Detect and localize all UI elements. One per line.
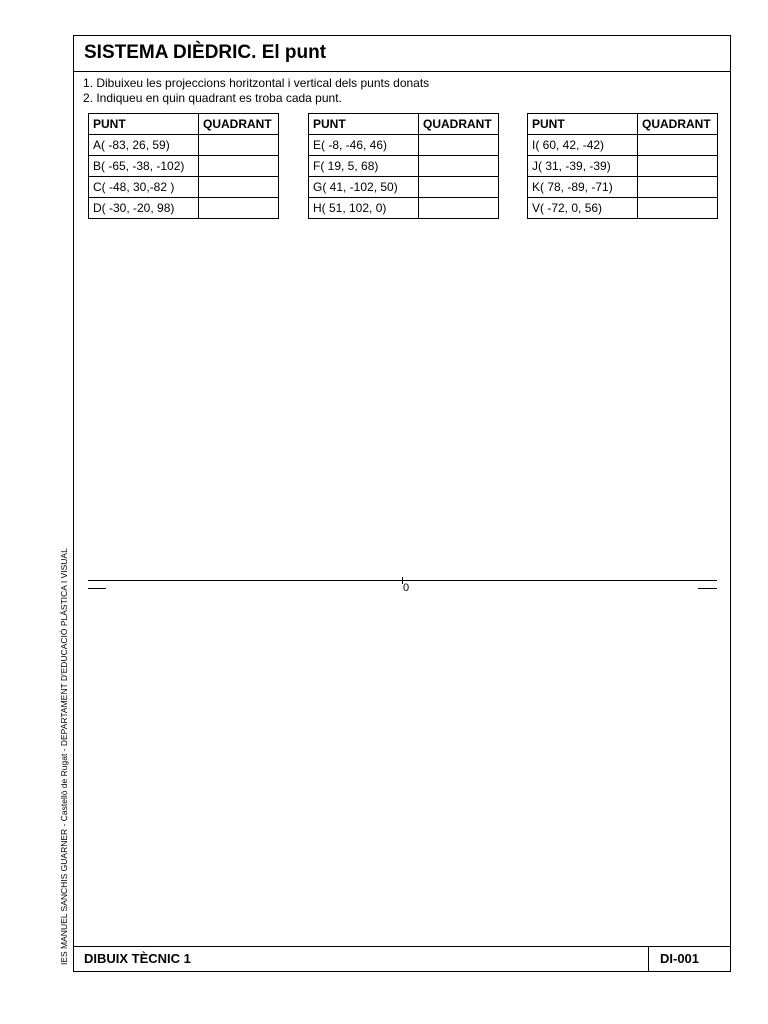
points-table-2: [308, 113, 499, 219]
quadrant-answer-cell[interactable]: [638, 177, 718, 198]
point-cell: V( -72, 0, 56): [528, 198, 638, 219]
point-cell: J( 31, -39, -39): [528, 156, 638, 177]
ground-line-right-mark: [698, 588, 717, 589]
instructions: [83, 76, 429, 106]
table-row: [528, 177, 718, 198]
col-header-quadrant: QUADRANT: [419, 114, 499, 135]
ground-line-left-mark: [88, 588, 106, 589]
quadrant-answer-cell[interactable]: [199, 156, 279, 177]
point-cell: F( 19, 5, 68): [309, 156, 419, 177]
table-header-row: [309, 114, 499, 135]
quadrant-answer-cell[interactable]: [419, 198, 499, 219]
footer: [74, 946, 730, 971]
quadrant-answer-cell[interactable]: [419, 177, 499, 198]
table-row: [89, 198, 279, 219]
table-row: [528, 198, 718, 219]
col-header-punt: PUNT: [309, 114, 419, 135]
point-cell: E( -8, -46, 46): [309, 135, 419, 156]
table-row: [309, 156, 499, 177]
table-row: [309, 177, 499, 198]
point-cell: H( 51, 102, 0): [309, 198, 419, 219]
subject-label: DIBUIX TÈCNIC 1: [84, 951, 191, 966]
quadrant-answer-cell[interactable]: [638, 198, 718, 219]
col-header-punt: PUNT: [89, 114, 199, 135]
table-row: [89, 135, 279, 156]
table-header-row: [528, 114, 718, 135]
quadrant-answer-cell[interactable]: [199, 135, 279, 156]
point-cell: K( 78, -89, -71): [528, 177, 638, 198]
page-title: SISTEMA DIÈDRIC. El punt: [84, 42, 327, 63]
quadrant-answer-cell[interactable]: [419, 156, 499, 177]
quadrant-answer-cell[interactable]: [199, 177, 279, 198]
footer-divider: [648, 947, 649, 971]
worksheet-frame: [73, 35, 731, 972]
quadrant-answer-cell[interactable]: [419, 135, 499, 156]
table-row: [528, 135, 718, 156]
table-row: [89, 156, 279, 177]
point-cell: D( -30, -20, 98): [89, 198, 199, 219]
table-row: [309, 135, 499, 156]
sheet-code: DI-001: [660, 951, 700, 966]
quadrant-answer-cell[interactable]: [638, 156, 718, 177]
col-header-quadrant: QUADRANT: [638, 114, 718, 135]
table-row: [89, 177, 279, 198]
title-bar: [74, 36, 730, 72]
instruction-1: 1. Dibuixeu les projeccions horitzontal i vertical dels punts donats: [83, 76, 430, 90]
col-header-quadrant: QUADRANT: [199, 114, 279, 135]
col-header-punt: PUNT: [528, 114, 638, 135]
side-school-text: IES MANUEL SANCHIS GUARNER - Castelló de Rugat - DEPARTAMENT D'EDUCACIÓ PLÀSTICA I VISUAL: [59, 548, 69, 965]
table-row: [309, 198, 499, 219]
origin-label: 0: [403, 582, 410, 594]
points-table-1: [88, 113, 279, 219]
point-cell: I( 60, 42, -42): [528, 135, 638, 156]
instruction-2: 2. Indiqueu en quin quadrant es troba cada punt.: [83, 91, 342, 105]
points-table-3: [527, 113, 718, 219]
point-cell: C( -48, 30,-82 ): [89, 177, 199, 198]
point-cell: A( -83, 26, 59): [89, 135, 199, 156]
point-cell: G( 41, -102, 50): [309, 177, 419, 198]
quadrant-answer-cell[interactable]: [199, 198, 279, 219]
table-header-row: [89, 114, 279, 135]
table-row: [528, 156, 718, 177]
point-cell: B( -65, -38, -102): [89, 156, 199, 177]
quadrant-answer-cell[interactable]: [638, 135, 718, 156]
